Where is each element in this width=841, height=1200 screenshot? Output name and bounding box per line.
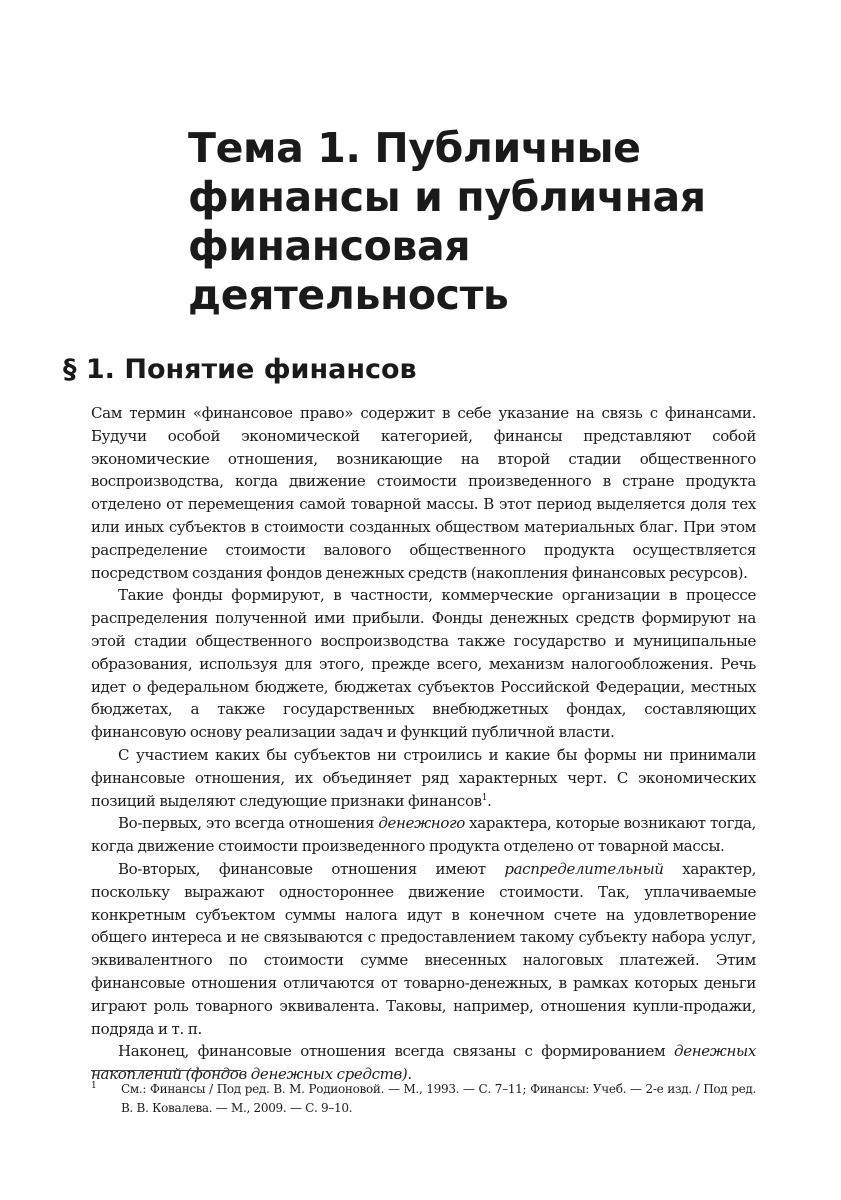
chapter-title-line: деятельность <box>188 271 509 319</box>
paragraph-text: . <box>487 791 492 810</box>
paragraph <box>91 744 756 812</box>
paragraph-text: Во-вторых, финансовые отношения имеют <box>118 859 505 878</box>
paragraph: Сам термин «финансовое право» содержит в себе указание на связь с финансами. Будучи особой экономической категорией, финансы представляют собой экономические отношения, возникающие на второй стадии общественного воспроизводства, когда движение стоимости произведенного в стране продукта отделено от перемещения самой товарной массы. В этот период выделяется доля тех или иных субъектов в стоимости созданных обществом материальных благ. При этом распределение стоимости валового общественного продукта осуществляется посредством создания фондов денежных средств (накопления финансовых ресурсов). <box>91 404 756 582</box>
paragraph-text: С участием каких бы субъектов ни строились и какие бы формы ни принимали финансовые отношения, их объединяет ряд характерных черт. С экономических позиций выделяют следующие признаки финансов <box>91 745 756 810</box>
body-text <box>91 402 756 1086</box>
paragraph-text: характера, которые возникают тогда, когда движение стоимости произведенного продукта отделено от товарной массы. <box>91 814 756 856</box>
footnote-text: См.: Финансы / Под ред. В. М. Родионовой. — М., 1993. — С. 7–11; Финансы: Учеб. — 2-е изд. / Под ред. В. В. Ковалева. — М., 2009. — С. 9–10. <box>121 1082 756 1115</box>
paragraph <box>91 858 756 1040</box>
section-title: § 1. Понятие финансов <box>63 354 417 385</box>
footnote-reference[interactable]: 1 <box>481 792 488 803</box>
footnote-divider <box>91 1070 241 1071</box>
footnote-marker: 1 <box>91 1081 97 1091</box>
chapter-title-line: финансовая <box>188 222 471 270</box>
paragraph-text: Во-первых, это всегда отношения <box>118 814 379 833</box>
chapter-title-line: Тема 1. Публичные <box>188 124 641 172</box>
paragraph-text: характер, поскольку выражают одностороннее движение стоимости. Так, уплачиваемые конкретным субъектом суммы налога идут в конечном счете на удовлетворение общего интереса и не связываются с предоставлением такому субъекту набора услуг, эквивалентного по стоимости сумме внесенных налоговых платежей. Этим финансовые отношения отличаются от товарно-денежных, в рамках которых деньги играют роль товарного эквивалента. Таковы, например, отношения купли-продажи, подряда и т. п. <box>91 859 757 1038</box>
emphasis: распределительный <box>504 859 664 878</box>
emphasis: денежных накоплений (фондов денежных средств) <box>91 1042 756 1084</box>
paragraph-text: . <box>407 1065 412 1084</box>
chapter-title <box>188 124 788 320</box>
chapter-title-line: финансы и публичная <box>188 173 706 221</box>
footnote <box>91 1080 756 1118</box>
paragraph-text: Наконец, финансовые отношения всегда связаны с формированием <box>118 1042 675 1061</box>
paragraph <box>91 812 756 858</box>
emphasis: денежного <box>378 814 465 833</box>
paragraph: Такие фонды формируют, в частности, коммерческие организации в процессе распределения полученной ими прибыли. Фонды денежных средств формируют на этой стадии общественного воспроизводства также государство и муниципальные образования, используя для этого, прежде всего, механизм налогообложения. Речь идет о федеральном бюджете, бюджетах субъектов Российской Федерации, местных бюджетах, а также государственных внебюджетных фондах, составляющих финансовую основу реализации задач и функций публичной власти. <box>91 586 756 742</box>
